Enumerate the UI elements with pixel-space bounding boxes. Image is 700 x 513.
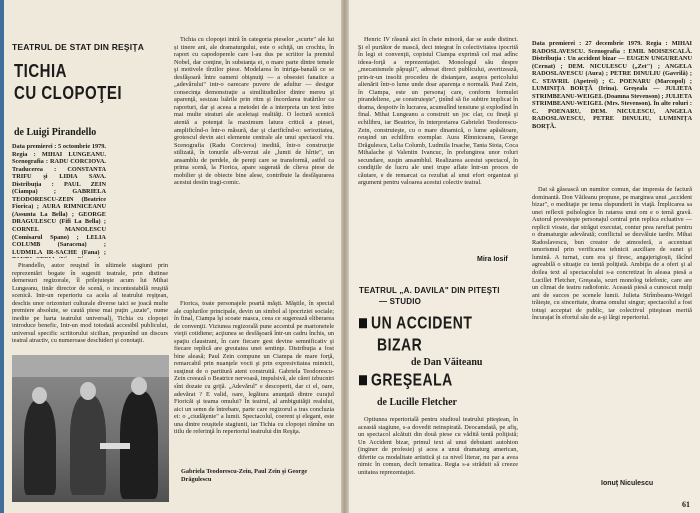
play1-title-line2: BIZAR xyxy=(377,334,423,354)
signature-mira-iosif: Mira Iosif xyxy=(477,256,508,263)
right-col1-bottom xyxy=(358,416,518,510)
right-page xyxy=(349,0,700,513)
right-col2-body xyxy=(532,186,692,476)
signature-ionut-niculescu: Ionuţ Niculescu xyxy=(601,480,654,487)
left-credits xyxy=(12,143,106,258)
right-col1-top-text: Henric IV răsună aici în cheie minoră, dar se aude distinct. Şi el purtător de mască, deci integrat în colectivitatea ipocrită în legi ei convenţii, copistul Ciampa exprimă cel mai adînc ideea-forţă a reprezentaţiei. Monologul său despre „mecanismele păpuşii", adresat direct publicului, avertizează, prin-tr-un insolit procedeu de distanţare, asupra pericolului alienării într-o lume unde doar aparenţa e normală. Paul Zein, în Ciampa, este un personaj care, conform formulei pirandeliene, „se construieşte", ţinînd să fie subtire implicat în drama, despotiv în lucrarea, acumulînd tensiune şi explodînd în final. Mihai Lungeanu a construit un joc clar, cu fineţă şi echilibru, iar Beatrice, în interpretarea Gabrielei Teodorescu-Zein, construieşte, cu o mare dinamică, o lume apăsătoare, reuşind un echilibru exemplar. Aura Rîmniceanu, George Drăgulescu, Lelia Columb, Ludmila Irsache, Tanta Stoia, Coca Mihalache şi Valentin Ivancuc, în prelungirea unor roluri secundare, susţin ansamblul. Realizarea acestui spectacol, în condiţiile de lucru ale unei trupe aflate într-un proces de căutare, e de remarcat ca rezultat al unui efort organizat şi argument pentru valoarea acestui colectiv teatral. xyxy=(358,36,518,187)
right-col1-top xyxy=(358,36,518,254)
right-credits-text: Data premierei : 27 decembrie 1979. Regia : MIHAI RADOSLAVESCU. Scenografia : EMIL MOISESCALĂ. Distribuţia : Un accident bizar — EUGEN UNGUREANU (Cernat) ; DEM. NICULESCU („Zet") ; ANGELA RADOSLAVESCU (Aura) ; PETRE DINULIU (Gavrilă) ; C. STAVRIL (Apetrei) ; C. POENARU (Marcopol) ; LUMINIŢA BORŢĂ (Irina). Greşeala — JULIETA STRIMBEANU-WEIGEL (Doamna Stevenson) ; JULIETA STRIMBEANU-WEIGEL (Mrs. Stevenson). În alte roluri : C. POENARU, DEM. NICULESCU, ANGELA RADOSLAVESCU, PETRE DINULIU, LUMINIŢA BORŢĂ. xyxy=(532,40,692,131)
right-col2-text: Dat să găsească un numitor comun, dar impresia de factură dominantă. Don Văileanu propune, pe marginea unui „accident bizar", o meditaţie pe tema răspunderii în viaţă. Împlicarea sa unei reflexii psihologice în ratarea unui om e o temă gravă. Autorul povesteşte personajul central prin replica ecluative — replicii vioaie, dar străgut executat, contur prea rarefiat pentru o dramaturgie adevărată; conflictul se dezvăluie tardiv. Mihai Radoslavescu, bun creator de atmosferă, a accentuat umorismul prin verificarea tehnicii auxiliare de sunet şi lumină. A turnat, cum era şi firesc, angajerigioșii, făcînd agreabilă o situaţie cu tentă poliţistă. Ambiţia de a oferi şi al doilea text al spectacolului s-a concretizat în aleasa piesă a Lucillei Fletcher, Greşeala, scurt monolog telefonic, care are un climat de teatru radiofonic. Această piesă a cunoscut mulţi ani de succes pe scenele lumii. Julieta Strîmbeanu-Weigel trăieşte, cu sinceritate, drama omului singur; spectacolul a fost totuşi acceptat de public, iar colectivul piteştean merită încurajat în efortul său de a-şi lărgi repertoriul. xyxy=(532,186,692,322)
left-col3-body xyxy=(174,300,334,463)
right-col1-bottom-text: Optiunea repertorială pentru studioul teatrului piteştean, în această stagiune, s-a dovedit neinspirată. Deocamdată, pe afiş, un spectacol alcătuit din două piese cu vădită tentă poliţistă; Un Accident bizar, primul text al unui debutant autohton (inginer de profesie) şi acea a unui dramaturg american, diferite ca modalitate artistică şi ca nivel literar, nu par a avea nimic în comun, decît tematica. Regia s-a străduit să creeze unitatea reprezentaţiei. xyxy=(358,416,518,476)
left-author: de Luigi Pirandello xyxy=(14,127,97,138)
credits-text: Data premierei : 5 octombrie 1979. Regia : MIHAI LUNGEANU. Scenografia : RADU CORCIOVA. Traducerea : CONSTANTA TRIFU şi LIDIA SAVA. Distribuţia : PAUL ZEIN (Ciampa) ; GABRIELA TEODORESCU-ZEIN (Beatrice Fiorica) ; AURA RIMNICEANU (Assunta La Bella) ; GEORGE DRAGULESCU (Fifi La Bella) ; CORNEL MANOLESCU (Comisarul Spano) ; LELIA COLUMB (Saracena) ; LUDMILA IR-SACHE (Fana) ; xyxy=(12,143,106,256)
square-bullet-icon xyxy=(359,376,367,386)
play2-title xyxy=(359,369,453,389)
actor-figure-left xyxy=(24,400,56,495)
play2-title-text: GREŞEALA xyxy=(371,369,453,389)
right-credits xyxy=(532,40,692,182)
page-gutter xyxy=(341,0,349,513)
production-photo xyxy=(12,355,169,502)
play1-author: de Dan Văiteanu xyxy=(411,357,483,368)
left-col2-body xyxy=(174,36,334,298)
play2-author: de Lucille Fletcher xyxy=(377,397,457,408)
left-col1-body xyxy=(12,262,168,350)
studio-label: — STUDIO xyxy=(379,297,422,306)
left-col3-text: Fiorica, toate personajele poartă măşti. Măştile, în special ale cuplurilor principale, devin un simbol al ipocriziei sociale; în final, Ciampa îşi scoate masca, ceea ce sugerează eliberarea de convenţii. Viziunea regizorală pune accentul pe marionetele vieţii cotidiene; acţiunea se desfăşoară într-un cadru închis, un spaţiu claustrant, în care fiecare gest devine semnificativ şi fiecare replică are greutatea unei sentinţe. Distribuţia a fost bine aleasă; Paul Zein compune un Ciampa de mare forţă, remarcabil prin nuanţele vocii şi prin expresivitatea mimicii, susţinut de o partitură atent construită. Gabriela Teodorescu-Zein creează o Beatrice nervoasă, impulsivă, ale cărei izbucniri sînt dozate cu grijă. „Adevărul" e descoperit, dar ci el, oare, adevărat ? E valid, oare, legătura anunţată dintre curajul Fioricăi şi teama omului? În teatrul, al ambiguităţii realului, aici un semn de întrebare, parte care regizorul a tras concluzia ei: o „ciudăţenie" a lumii. Spectacolul, coerent şi elegant, este una dintre reuşitele stagiunii, iar Tichia cu clopoţei rămîne un titlu de referinţă în repertoriul teatrului din Reşiţa. xyxy=(174,300,334,436)
left-edge-stripe xyxy=(0,0,4,513)
right-theatre-heading: TEATRUL „A. DAVILA" DIN PITEŞTI xyxy=(359,286,500,295)
title-line-1: TICHIA xyxy=(14,60,67,82)
play1-title-text1: UN ACCIDENT xyxy=(371,312,473,332)
left-page xyxy=(0,0,341,513)
page-number: 61 xyxy=(682,500,690,509)
title-line-2: CU CLOPOŢEI xyxy=(14,82,123,104)
photo-caption: Gabriela Teodorescu-Zein, Paul Zein şi George Drăgulescu xyxy=(181,468,308,483)
left-theatre-heading: TEATRUL DE STAT DIN REŞIŢA xyxy=(12,42,145,52)
play1-title-line1 xyxy=(359,312,472,332)
left-col1-text: Pirandello, autor reuşind în ultimele stagiuni prin reprezentări bogate în sugestii teatrale, prin distinse demersuri regizorale, îl prilejuieşte acum lui Mihai Lungeanu, tinăr director de scenă, o incontestabilă reuşită scenică. Intr-un repertoriu ca acela al teatrului reşiţean, deschis unor orizonturi culturale diverse taici se joacă multe premiere absolute, se caută piese mai puţin „uzate", nume inedite pe harta teatrului universal), Tichia cu clopoţei introduce benefic, Intr-un mod totodată accesibil publicului, universul specific scriitorului sicilian, propunînd un discurs teatral atractiv, cu numeroase deschideri şi conotaţii. xyxy=(12,262,168,345)
square-bullet-icon xyxy=(359,319,367,329)
left-col2-text: Tichia cu clopoţei intră în categoria pieselor „scurte" ale lui și tinere ani, ale dramaturgului, este o schiţă, un crochiu, în raport cu capodoperele care l-au dus pe scriitor la premiul Nobel, dar conţine, în substanţa ei, o mare parte dintre temele şi motivele tîrzilor piese. Modelarea în intriga-banală ce se desfăşoară între oameni obişnuiţi — a obsesiei fanatice a „adevărului" intr-o oarecare puvere de adultur — desigur consecinţa demonstraţie a similitudinilor dintre mereu şi aparenţă, sesizau luările prin ritm şi încordarea tratărilor ca raporturi, dar şi aceea a metodei de a interpreta un text între mai multe straturi ale aceleiaşi realităţi. O lectură scenică atentă a potenţat la maximum latura critică a piesei, amplificînd-o într-o măsură, dar şi clarificînd-o: seriozitatea, grotescul devin aici elemente centrale ale unui spectacol viu. Scenografia (Radu Corciova) inedită, într-o construcţie stilizată, în tonurile alb-verzui ale „lumii de hîrtie", un ansamblu de perdele, de pereţi care se transformă, astfel ca prima scenă, la Fiorica, apare sugerată de cîteva piese de mobilier şi de obiecte bine alese, contribuie la desfăşurarea acestui destin tragi-comic. xyxy=(174,36,334,187)
